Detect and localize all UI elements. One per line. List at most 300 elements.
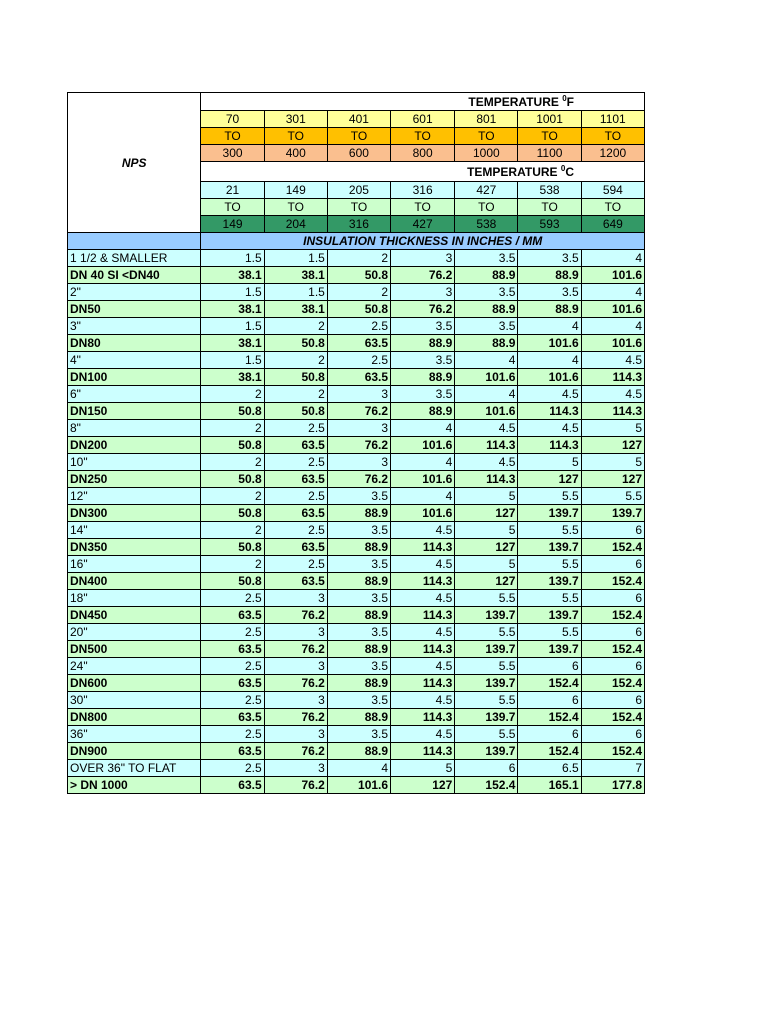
table-row-mm <box>68 539 645 556</box>
thickness-inches-cell: 3 <box>391 284 455 301</box>
thickness-inches-cell: 4 <box>581 284 644 301</box>
thickness-inches-cell: 2.5 <box>201 692 264 709</box>
thickness-inches-cell: 3.5 <box>391 386 455 403</box>
thickness-mm-cell: 88.9 <box>518 267 581 284</box>
thickness-mm-cell: 139.7 <box>455 709 518 726</box>
thickness-inches-cell: 7 <box>581 760 644 777</box>
thickness-mm-cell: 101.6 <box>391 505 455 522</box>
thickness-inches-cell: 1.5 <box>201 284 264 301</box>
thickness-inches-cell: 1.5 <box>264 250 327 267</box>
thickness-inches-cell: 6 <box>581 556 644 573</box>
thickness-inches-cell: 5 <box>581 420 644 437</box>
thickness-mm-cell: 50.8 <box>201 505 264 522</box>
thickness-inches-cell: 5 <box>455 522 518 539</box>
thickness-mm-cell: 50.8 <box>201 437 264 454</box>
thickness-inches-cell: 6 <box>581 624 644 641</box>
thickness-inches-cell: 4.5 <box>581 352 644 369</box>
table-row-inches <box>68 726 645 743</box>
thickness-inches-cell: 4 <box>391 488 455 505</box>
thickness-inches-cell: 3.5 <box>327 726 390 743</box>
thickness-inches-cell: 3.5 <box>391 352 455 369</box>
celsius-range-start: 149 <box>264 182 327 199</box>
fahrenheit-range-end: 1100 <box>518 145 581 162</box>
pipe-size-dn-label: DN300 <box>68 505 201 522</box>
thickness-mm-cell: 88.9 <box>327 743 390 760</box>
celsius-range-start: 538 <box>518 182 581 199</box>
table-row-inches <box>68 454 645 471</box>
pipe-size-inch-label: 3" <box>68 318 201 335</box>
table-row-mm <box>68 505 645 522</box>
pipe-size-dn-label: DN50 <box>68 301 201 318</box>
thickness-inches-cell: 5.5 <box>455 624 518 641</box>
thickness-inches-cell: 3 <box>327 420 390 437</box>
thickness-inches-cell: 4.5 <box>455 454 518 471</box>
celsius-range-end: 316 <box>327 216 390 233</box>
fahrenheit-range-start: 601 <box>391 111 455 128</box>
range-to-label: TO <box>264 128 327 145</box>
table-row-inches <box>68 352 645 369</box>
thickness-inches-cell: 1.5 <box>201 250 264 267</box>
thickness-mm-cell: 50.8 <box>264 335 327 352</box>
thickness-inches-cell: 2.5 <box>201 590 264 607</box>
thickness-inches-cell: 3.5 <box>327 488 390 505</box>
thickness-mm-cell: 50.8 <box>327 267 390 284</box>
range-to-label: TO <box>264 199 327 216</box>
thickness-inches-cell: 5.5 <box>518 556 581 573</box>
thickness-mm-cell: 101.6 <box>455 403 518 420</box>
thickness-mm-cell: 76.2 <box>264 641 327 658</box>
thickness-mm-cell: 127 <box>581 437 644 454</box>
thickness-mm-cell: 63.5 <box>264 471 327 488</box>
thickness-mm-cell: 63.5 <box>201 743 264 760</box>
celsius-range-start: 21 <box>201 182 264 199</box>
thickness-inches-cell: 4 <box>518 352 581 369</box>
thickness-mm-cell: 88.9 <box>327 675 390 692</box>
table-row-mm <box>68 437 645 454</box>
thickness-inches-cell: 2 <box>201 420 264 437</box>
thickness-mm-cell: 76.2 <box>391 267 455 284</box>
thickness-mm-cell: 114.3 <box>391 641 455 658</box>
thickness-mm-cell: 50.8 <box>264 369 327 386</box>
degree-mark-f: 0 <box>562 93 567 103</box>
range-to-label: TO <box>518 128 581 145</box>
thickness-mm-cell: 152.4 <box>455 777 518 794</box>
thickness-inches-cell: 2.5 <box>264 556 327 573</box>
thickness-mm-cell: 139.7 <box>518 505 581 522</box>
thickness-mm-cell: 88.9 <box>391 369 455 386</box>
thickness-mm-cell: 152.4 <box>581 743 644 760</box>
range-to-label: TO <box>455 128 518 145</box>
thickness-inches-cell: 5.5 <box>455 590 518 607</box>
pipe-size-inch-label: 18" <box>68 590 201 607</box>
fahrenheit-range-end: 300 <box>201 145 264 162</box>
thickness-mm-cell: 38.1 <box>201 301 264 318</box>
thickness-mm-cell: 139.7 <box>518 539 581 556</box>
thickness-mm-cell: 88.9 <box>391 335 455 352</box>
thickness-mm-cell: 63.5 <box>264 505 327 522</box>
thickness-mm-cell: 88.9 <box>327 641 390 658</box>
thickness-mm-cell: 38.1 <box>201 335 264 352</box>
thickness-mm-cell: 76.2 <box>391 301 455 318</box>
thickness-inches-cell: 5.5 <box>455 692 518 709</box>
fahrenheit-range-end: 1000 <box>455 145 518 162</box>
pipe-size-inch-label: 1 1/2 & SMALLER <box>68 250 201 267</box>
table-row-mm <box>68 641 645 658</box>
pipe-size-inch-label: 16" <box>68 556 201 573</box>
thickness-inches-cell: 2 <box>327 284 390 301</box>
fahrenheit-range-start: 801 <box>455 111 518 128</box>
thickness-inches-cell: 4 <box>581 250 644 267</box>
insulation-thickness-table <box>67 92 645 794</box>
range-to-label: TO <box>455 199 518 216</box>
table-row-inches <box>68 284 645 301</box>
thickness-inches-cell: 5.5 <box>455 726 518 743</box>
thickness-mm-cell: 88.9 <box>455 335 518 352</box>
celsius-range-end: 649 <box>581 216 644 233</box>
thickness-inches-cell: 6 <box>581 590 644 607</box>
pipe-size-inch-label: 6" <box>68 386 201 403</box>
thickness-inches-cell: 6 <box>581 658 644 675</box>
thickness-mm-cell: 50.8 <box>264 403 327 420</box>
thickness-mm-cell: 139.7 <box>518 573 581 590</box>
pipe-size-dn-label: DN 40 SI <DN40 <box>68 267 201 284</box>
fahrenheit-range-start: 301 <box>264 111 327 128</box>
table-row-inches <box>68 590 645 607</box>
thickness-mm-cell: 38.1 <box>264 267 327 284</box>
thickness-inches-cell: 2.5 <box>264 488 327 505</box>
thickness-inches-cell: 3.5 <box>327 624 390 641</box>
pipe-size-inch-label: 12" <box>68 488 201 505</box>
thickness-inches-cell: 2.5 <box>201 726 264 743</box>
thickness-inches-cell: 2.5 <box>264 420 327 437</box>
table-row-inches <box>68 556 645 573</box>
thickness-mm-cell: 76.2 <box>264 607 327 624</box>
table-row-mm <box>68 335 645 352</box>
temperature-f-label: TEMPERATURE <box>468 94 563 109</box>
thickness-mm-cell: 88.9 <box>327 607 390 624</box>
table-row-mm <box>68 675 645 692</box>
pipe-size-dn-label: DN80 <box>68 335 201 352</box>
insulation-title-spacer <box>68 233 201 250</box>
thickness-inches-cell: 4 <box>391 454 455 471</box>
fahrenheit-range-start: 401 <box>327 111 390 128</box>
thickness-mm-cell: 63.5 <box>201 777 264 794</box>
thickness-mm-cell: 127 <box>455 539 518 556</box>
celsius-range-start: 205 <box>327 182 390 199</box>
table-row-inches <box>68 318 645 335</box>
fahrenheit-range-end: 400 <box>264 145 327 162</box>
table-row-mm <box>68 301 645 318</box>
thickness-inches-cell: 3.5 <box>327 658 390 675</box>
thickness-inches-cell: 1.5 <box>201 352 264 369</box>
thickness-inches-cell: 2.5 <box>264 522 327 539</box>
pipe-size-dn-label: DN150 <box>68 403 201 420</box>
thickness-inches-cell: 2.5 <box>201 658 264 675</box>
pipe-size-dn-label: DN800 <box>68 709 201 726</box>
thickness-mm-cell: 50.8 <box>201 573 264 590</box>
thickness-inches-cell: 5 <box>391 760 455 777</box>
pipe-size-inch-label: 30" <box>68 692 201 709</box>
thickness-mm-cell: 114.3 <box>391 607 455 624</box>
range-to-label: TO <box>391 199 455 216</box>
thickness-inches-cell: 5 <box>455 556 518 573</box>
thickness-mm-cell: 139.7 <box>455 641 518 658</box>
celsius-range-start: 594 <box>581 182 644 199</box>
pipe-size-inch-label: 14" <box>68 522 201 539</box>
pipe-size-dn-label: DN600 <box>68 675 201 692</box>
thickness-inches-cell: 4 <box>455 386 518 403</box>
thickness-mm-cell: 88.9 <box>455 301 518 318</box>
thickness-mm-cell: 88.9 <box>327 539 390 556</box>
thickness-inches-cell: 2 <box>201 556 264 573</box>
pipe-size-dn-label: > DN 1000 <box>68 777 201 794</box>
table-row-inches <box>68 488 645 505</box>
thickness-mm-cell: 63.5 <box>327 369 390 386</box>
thickness-inches-cell: 3 <box>327 454 390 471</box>
thickness-inches-cell: 6 <box>581 522 644 539</box>
thickness-inches-cell: 3.5 <box>455 284 518 301</box>
thickness-mm-cell: 127 <box>518 471 581 488</box>
thickness-inches-cell: 3.5 <box>455 318 518 335</box>
degree-mark-c: 0 <box>560 163 566 173</box>
thickness-mm-cell: 101.6 <box>581 335 644 352</box>
thickness-inches-cell: 3 <box>264 658 327 675</box>
thickness-mm-cell: 139.7 <box>581 505 644 522</box>
thickness-inches-cell: 5.5 <box>581 488 644 505</box>
thickness-inches-cell: 2.5 <box>264 454 327 471</box>
fahrenheit-range-start: 1001 <box>518 111 581 128</box>
thickness-mm-cell: 127 <box>455 573 518 590</box>
thickness-mm-cell: 152.4 <box>581 641 644 658</box>
thickness-mm-cell: 139.7 <box>455 743 518 760</box>
thickness-mm-cell: 63.5 <box>264 539 327 556</box>
range-to-label: TO <box>391 128 455 145</box>
thickness-mm-cell: 76.2 <box>264 709 327 726</box>
thickness-mm-cell: 88.9 <box>518 301 581 318</box>
thickness-mm-cell: 127 <box>391 777 455 794</box>
thickness-inches-cell: 4.5 <box>518 420 581 437</box>
thickness-mm-cell: 76.2 <box>264 743 327 760</box>
table-row-mm <box>68 777 645 794</box>
thickness-inches-cell: 3 <box>327 386 390 403</box>
range-to-label: TO <box>581 128 644 145</box>
thickness-mm-cell: 63.5 <box>264 437 327 454</box>
fahrenheit-range-start: 70 <box>201 111 264 128</box>
pipe-size-inch-label: OVER 36" TO FLAT <box>68 760 201 777</box>
thickness-inches-cell: 3.5 <box>327 692 390 709</box>
temperature-celsius-heading <box>201 162 645 182</box>
thickness-mm-cell: 63.5 <box>201 675 264 692</box>
thickness-inches-cell: 3.5 <box>327 522 390 539</box>
thickness-inches-cell: 2 <box>264 318 327 335</box>
pipe-size-dn-label: DN450 <box>68 607 201 624</box>
thickness-inches-cell: 6 <box>518 692 581 709</box>
thickness-mm-cell: 152.4 <box>581 607 644 624</box>
thickness-mm-cell: 114.3 <box>391 539 455 556</box>
thickness-inches-cell: 4.5 <box>518 386 581 403</box>
celsius-range-end: 204 <box>264 216 327 233</box>
thickness-mm-cell: 114.3 <box>455 437 518 454</box>
thickness-mm-cell: 101.6 <box>581 267 644 284</box>
thickness-mm-cell: 101.6 <box>518 369 581 386</box>
thickness-mm-cell: 50.8 <box>201 403 264 420</box>
thickness-mm-cell: 50.8 <box>201 539 264 556</box>
thickness-mm-cell: 139.7 <box>455 607 518 624</box>
thickness-mm-cell: 114.3 <box>391 743 455 760</box>
thickness-mm-cell: 139.7 <box>518 641 581 658</box>
thickness-mm-cell: 165.1 <box>518 777 581 794</box>
thickness-mm-cell: 76.2 <box>264 777 327 794</box>
table-row-inches <box>68 692 645 709</box>
thickness-mm-cell: 114.3 <box>391 709 455 726</box>
thickness-inches-cell: 2 <box>201 386 264 403</box>
thickness-mm-cell: 152.4 <box>581 573 644 590</box>
pipe-size-dn-label: DN500 <box>68 641 201 658</box>
thickness-mm-cell: 63.5 <box>264 573 327 590</box>
thickness-inches-cell: 6 <box>581 692 644 709</box>
celsius-range-start: 316 <box>391 182 455 199</box>
thickness-mm-cell: 101.6 <box>391 437 455 454</box>
thickness-inches-cell: 5.5 <box>518 624 581 641</box>
range-to-label: TO <box>201 128 264 145</box>
thickness-inches-cell: 4.5 <box>391 556 455 573</box>
table-row-mm <box>68 743 645 760</box>
thickness-inches-cell: 5.5 <box>518 522 581 539</box>
thickness-mm-cell: 76.2 <box>327 403 390 420</box>
thickness-inches-cell: 4.5 <box>391 590 455 607</box>
thickness-inches-cell: 2 <box>201 488 264 505</box>
celsius-range-end: 593 <box>518 216 581 233</box>
thickness-inches-cell: 3 <box>264 624 327 641</box>
thickness-inches-cell: 2 <box>201 454 264 471</box>
thickness-inches-cell: 3 <box>264 726 327 743</box>
thickness-inches-cell: 3.5 <box>327 590 390 607</box>
table-row-inches <box>68 250 645 267</box>
range-to-label: TO <box>518 199 581 216</box>
insulation-thickness-title: INSULATION THICKNESS IN INCHES / MM <box>201 233 645 250</box>
pipe-size-dn-label: DN100 <box>68 369 201 386</box>
thickness-mm-cell: 88.9 <box>455 267 518 284</box>
thickness-inches-cell: 2 <box>201 522 264 539</box>
thickness-inches-cell: 3.5 <box>327 556 390 573</box>
temperature-c-unit: C <box>565 164 574 179</box>
thickness-inches-cell: 6 <box>518 726 581 743</box>
thickness-mm-cell: 127 <box>581 471 644 488</box>
thickness-inches-cell: 4.5 <box>581 386 644 403</box>
table-row-mm <box>68 573 645 590</box>
thickness-inches-cell: 5.5 <box>518 590 581 607</box>
table-row-inches <box>68 760 645 777</box>
thickness-inches-cell: 4 <box>327 760 390 777</box>
thickness-mm-cell: 63.5 <box>201 641 264 658</box>
pipe-size-dn-label: DN250 <box>68 471 201 488</box>
thickness-mm-cell: 114.3 <box>391 573 455 590</box>
thickness-inches-cell: 2 <box>264 386 327 403</box>
table-row-inches <box>68 386 645 403</box>
pipe-size-dn-label: DN400 <box>68 573 201 590</box>
thickness-inches-cell: 5.5 <box>518 488 581 505</box>
thickness-mm-cell: 38.1 <box>201 267 264 284</box>
fahrenheit-range-start: 1101 <box>581 111 644 128</box>
thickness-mm-cell: 63.5 <box>327 335 390 352</box>
thickness-inches-cell: 4 <box>581 318 644 335</box>
fahrenheit-range-end: 800 <box>391 145 455 162</box>
thickness-inches-cell: 2 <box>264 352 327 369</box>
range-to-label: TO <box>327 128 390 145</box>
thickness-mm-cell: 38.1 <box>264 301 327 318</box>
thickness-mm-cell: 63.5 <box>201 709 264 726</box>
table-row-mm <box>68 403 645 420</box>
thickness-mm-cell: 152.4 <box>518 675 581 692</box>
thickness-mm-cell: 114.3 <box>518 437 581 454</box>
thickness-inches-cell: 4 <box>455 352 518 369</box>
thickness-inches-cell: 4.5 <box>391 658 455 675</box>
pipe-size-dn-label: DN200 <box>68 437 201 454</box>
thickness-inches-cell: 2.5 <box>327 318 390 335</box>
table-row-mm <box>68 267 645 284</box>
thickness-inches-cell: 2.5 <box>327 352 390 369</box>
thickness-mm-cell: 139.7 <box>518 607 581 624</box>
thickness-inches-cell: 1.5 <box>264 284 327 301</box>
thickness-mm-cell: 101.6 <box>581 301 644 318</box>
pipe-size-inch-label: 36" <box>68 726 201 743</box>
range-to-label: TO <box>581 199 644 216</box>
thickness-inches-cell: 2.5 <box>201 760 264 777</box>
temperature-fahrenheit-heading <box>201 93 645 111</box>
thickness-mm-cell: 152.4 <box>581 539 644 556</box>
thickness-mm-cell: 88.9 <box>327 573 390 590</box>
thickness-inches-cell: 3.5 <box>455 250 518 267</box>
thickness-inches-cell: 3 <box>264 692 327 709</box>
table-row-inches <box>68 420 645 437</box>
thickness-mm-cell: 152.4 <box>518 709 581 726</box>
thickness-inches-cell: 4.5 <box>391 522 455 539</box>
table-row-inches <box>68 522 645 539</box>
celsius-range-end: 538 <box>455 216 518 233</box>
thickness-inches-cell: 5 <box>455 488 518 505</box>
thickness-mm-cell: 114.3 <box>581 403 644 420</box>
pipe-size-dn-label: DN350 <box>68 539 201 556</box>
thickness-mm-cell: 114.3 <box>581 369 644 386</box>
thickness-inches-cell: 3.5 <box>391 318 455 335</box>
thickness-mm-cell: 88.9 <box>391 403 455 420</box>
thickness-inches-cell: 4.5 <box>391 726 455 743</box>
thickness-inches-cell: 6 <box>518 658 581 675</box>
thickness-mm-cell: 101.6 <box>455 369 518 386</box>
thickness-mm-cell: 50.8 <box>201 471 264 488</box>
table-row-inches <box>68 624 645 641</box>
thickness-inches-cell: 3.5 <box>518 284 581 301</box>
thickness-mm-cell: 101.6 <box>327 777 390 794</box>
thickness-inches-cell: 3 <box>391 250 455 267</box>
thickness-inches-cell: 5 <box>518 454 581 471</box>
nps-heading: NPS <box>68 93 201 233</box>
range-to-label: TO <box>201 199 264 216</box>
thickness-inches-cell: 3 <box>264 760 327 777</box>
thickness-inches-cell: 6 <box>581 726 644 743</box>
thickness-inches-cell: 3 <box>264 590 327 607</box>
thickness-mm-cell: 114.3 <box>455 471 518 488</box>
thickness-inches-cell: 5.5 <box>455 658 518 675</box>
thickness-inches-cell: 6.5 <box>518 760 581 777</box>
thickness-mm-cell: 50.8 <box>327 301 390 318</box>
thickness-inches-cell: 4 <box>518 318 581 335</box>
thickness-inches-cell: 1.5 <box>201 318 264 335</box>
thickness-mm-cell: 101.6 <box>391 471 455 488</box>
thickness-mm-cell: 76.2 <box>327 437 390 454</box>
pipe-size-dn-label: DN900 <box>68 743 201 760</box>
pipe-size-inch-label: 24" <box>68 658 201 675</box>
